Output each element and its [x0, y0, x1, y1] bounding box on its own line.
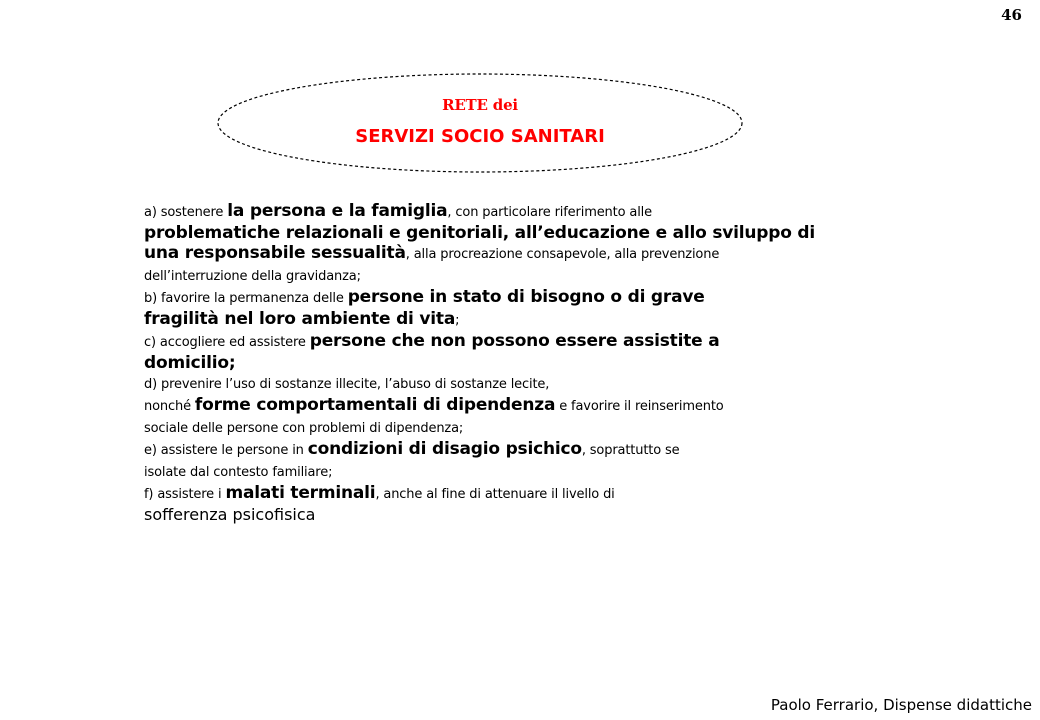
footer-author: Paolo Ferrario, Dispense didattiche	[770, 696, 1032, 714]
text-line	[144, 353, 884, 373]
text-run: , con particolare riferimento alle	[447, 205, 652, 220]
text-run: , anche al fine di attenuare il livello di	[375, 487, 615, 502]
text-run: e favorire il reinserimento	[555, 399, 724, 414]
text-run: , soprattutto se	[581, 443, 680, 458]
text-run: a) sostenere	[144, 205, 228, 220]
text-run: f) assistere i	[144, 487, 226, 502]
text-run: d) prevenire l’uso di sostanze illecite, l’abuso di sostanze lecite,	[144, 377, 550, 392]
text-line	[144, 483, 884, 505]
text-run: sofferenza psicofisica	[144, 505, 316, 524]
text-run-bold: malati terminali	[225, 483, 376, 503]
text-run: c) accogliere ed assistere	[144, 335, 310, 350]
text-run-bold: una responsabile sessualità	[144, 243, 406, 263]
text-line	[144, 439, 884, 461]
text-run: sociale delle persone con problemi di dipendenza;	[144, 421, 464, 436]
text-run-bold: condizioni di disagio psichico	[307, 439, 582, 459]
text-run: , alla procreazione consapevole, alla prevenzione	[405, 247, 720, 262]
text-run-bold: problematiche relazionali e genitoriali, all’educazione e allo sviluppo di	[144, 223, 816, 243]
text-line	[144, 201, 884, 223]
text-line	[144, 461, 884, 483]
text-run: b) favorire la permanenza delle	[144, 291, 348, 306]
dashed-ellipse-shape	[216, 72, 744, 174]
text-run: nonché	[144, 399, 195, 414]
text-line	[144, 395, 884, 417]
text-run-bold: forme comportamentali di dipendenza	[194, 395, 556, 415]
text-run-bold: persone in stato di bisogno o di grave	[347, 287, 705, 307]
text-line	[144, 265, 884, 287]
body-text	[144, 201, 884, 525]
text-line	[144, 287, 884, 309]
text-line	[144, 373, 884, 395]
title-line-2: SERVIZI SOCIO SANITARI	[355, 126, 605, 147]
text-line	[144, 505, 884, 525]
title-line-1: RETE dei	[442, 96, 518, 114]
text-run-bold: fragilità nel loro ambiente di vita	[144, 309, 456, 329]
text-run-bold: persone che non possono essere assistite a	[309, 331, 720, 351]
text-line	[144, 417, 884, 439]
text-line	[144, 243, 884, 265]
text-run: isolate dal contesto familiare;	[144, 465, 333, 480]
text-run-bold: domicilio;	[144, 353, 236, 373]
text-run: dell’interruzione della gravidanza;	[144, 269, 361, 284]
text-line	[144, 309, 884, 331]
text-line	[144, 223, 884, 243]
page-number: 46	[1001, 6, 1022, 24]
text-line	[144, 331, 884, 353]
text-run-bold: la persona e la famiglia	[227, 201, 448, 221]
title-ellipse	[216, 72, 744, 174]
text-run: ;	[455, 313, 460, 328]
text-run: e) assistere le persone in	[144, 443, 308, 458]
